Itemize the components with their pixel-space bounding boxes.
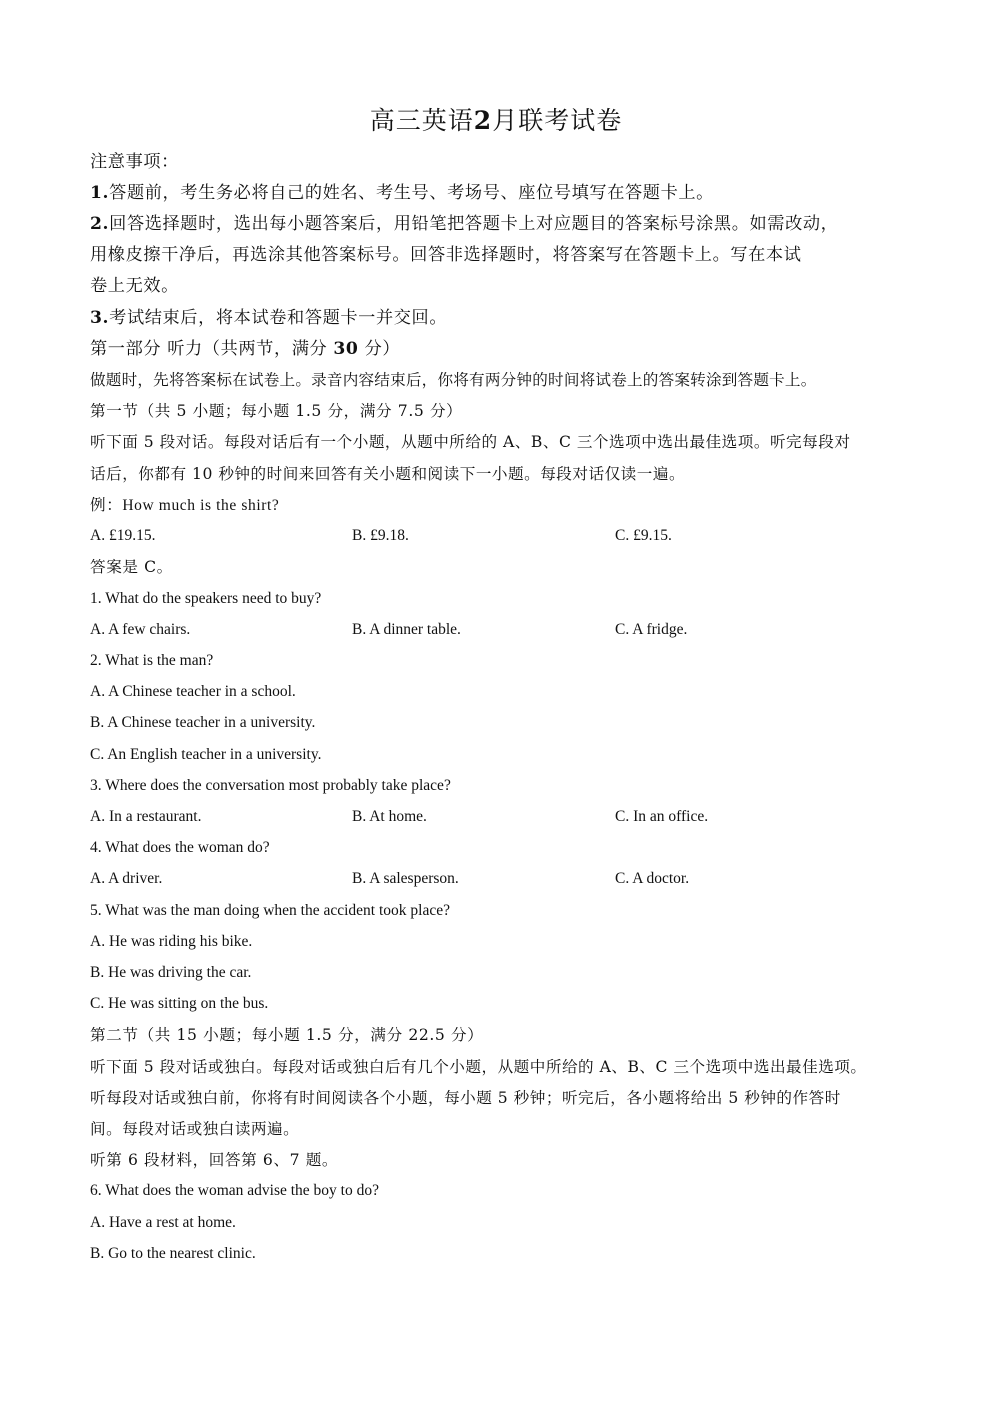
question-5-option-b: B. He was driving the car. [90, 964, 252, 981]
question-3: 3. Where does the conversation most probably take place? [90, 777, 451, 794]
note-2-number: 2. [90, 214, 110, 234]
part1-heading [90, 337, 400, 361]
note-2-line-1 [90, 212, 838, 236]
question-4-option-a: A. A driver. [90, 870, 163, 887]
section2-instruction-line-3: 间。每段对话或独白读两遍。 [90, 1120, 300, 1138]
question-4-option-c: C. A doctor. [615, 870, 690, 887]
question-2: 2. What is the man? [90, 652, 214, 669]
question-1-option-c: C. A fridge. [615, 621, 688, 638]
note-1 [90, 181, 714, 205]
title-text-a: 高三英语 [369, 106, 474, 135]
question-6: 6. What does the woman advise the boy to do? [90, 1182, 379, 1199]
question-2-option-b: B. A Chinese teacher in a university. [90, 714, 316, 731]
question-5: 5. What was the man doing when the accident took place? [90, 902, 450, 919]
section2-heading: 第二节（共 15 小题；每小题 1.5 分，满分 22.5 分） [90, 1026, 484, 1044]
note-3 [90, 306, 447, 330]
note-1-text: 答题前，考生务必将自己的姓名、考生号、考场号、座位号填写在答题卡上。 [109, 183, 714, 203]
section1-instruction-line-2: 话后，你都有 10 秒钟的时间来回答有关小题和阅读下一小题。每段对话仅读一遍。 [90, 465, 686, 483]
section1-heading: 第一节（共 5 小题；每小题 1.5 分，满分 7.5 分） [90, 402, 463, 420]
part1-instruction: 做题时，先将答案标在试卷上。录音内容结束后，你将有两分钟的时间将试卷上的答案转涂到答题卡上。 [90, 371, 817, 389]
note-3-text: 考试结束后，将本试卷和答题卡一并交回。 [109, 308, 448, 328]
example-question-text: How much is the shirt? [122, 497, 280, 514]
part1-heading-b: 分） [358, 339, 401, 359]
note-2-text: 回答选择题时，选出每小题答案后，用铅笔把答题卡上对应题目的答案标号涂黑。如需改动， [109, 214, 839, 234]
example-option-a: A. £19.15. [90, 527, 156, 544]
question-4: 4. What does the woman do? [90, 839, 270, 856]
question-5-option-a: A. He was riding his bike. [90, 933, 253, 950]
part1-heading-a: 第一部分 听力（共两节，满分 [90, 339, 334, 359]
question-5-option-c: C. He was sitting on the bus. [90, 995, 269, 1012]
question-2-option-a: A. A Chinese teacher in a school. [90, 683, 296, 700]
notes-heading: 注意事项： [90, 152, 179, 172]
title-text-b: 月联考试卷 [492, 106, 623, 135]
example-question [90, 493, 279, 518]
page-title [0, 104, 992, 138]
note-2-line-3: 卷上无效。 [90, 276, 179, 296]
example-answer: 答案是 C。 [90, 558, 173, 576]
title-number: 2 [473, 106, 493, 135]
example-option-c: C. £9.15. [615, 527, 672, 544]
question-1-option-a: A. A few chairs. [90, 621, 191, 638]
question-6-option-b: B. Go to the nearest clinic. [90, 1245, 256, 1262]
question-3-option-c: C. In an office. [615, 808, 709, 825]
section2-instruction-line-2: 听每段对话或独白前，你将有时间阅读各个小题，每小题 5 秒钟；听完后，各小题将给出 5 秒钟的作答时 [90, 1089, 841, 1107]
example-option-b: B. £9.18. [352, 527, 409, 544]
question-3-option-a: A. In a restaurant. [90, 808, 202, 825]
example-label: 例： [90, 496, 123, 514]
note-1-number: 1. [90, 183, 110, 203]
question-1-option-b: B. A dinner table. [352, 621, 461, 638]
question-1: 1. What do the speakers need to buy? [90, 590, 322, 607]
question-3-option-b: B. At home. [352, 808, 427, 825]
question-6-option-a: A. Have a rest at home. [90, 1214, 236, 1231]
part1-score: 30 [333, 339, 359, 359]
material-6-heading: 听第 6 段材料，回答第 6、7 题。 [90, 1151, 339, 1169]
note-2-line-2: 用橡皮擦干净后，再选涂其他答案标号。回答非选择题时，将答案写在答题卡上。写在本试 [90, 245, 802, 265]
question-4-option-b: B. A salesperson. [352, 870, 459, 887]
section2-instruction-line-1: 听下面 5 段对话或独白。每段对话或独白后有几个小题，从题中所给的 A、B、C 三个选项中选出最佳选项。 [90, 1058, 867, 1076]
question-2-option-c: C. An English teacher in a university. [90, 746, 322, 763]
section1-instruction-line-1: 听下面 5 段对话。每段对话后有一个小题，从题中所给的 A、B、C 三个选项中选出最佳选项。听完每段对 [90, 433, 851, 451]
note-3-number: 3. [90, 308, 110, 328]
